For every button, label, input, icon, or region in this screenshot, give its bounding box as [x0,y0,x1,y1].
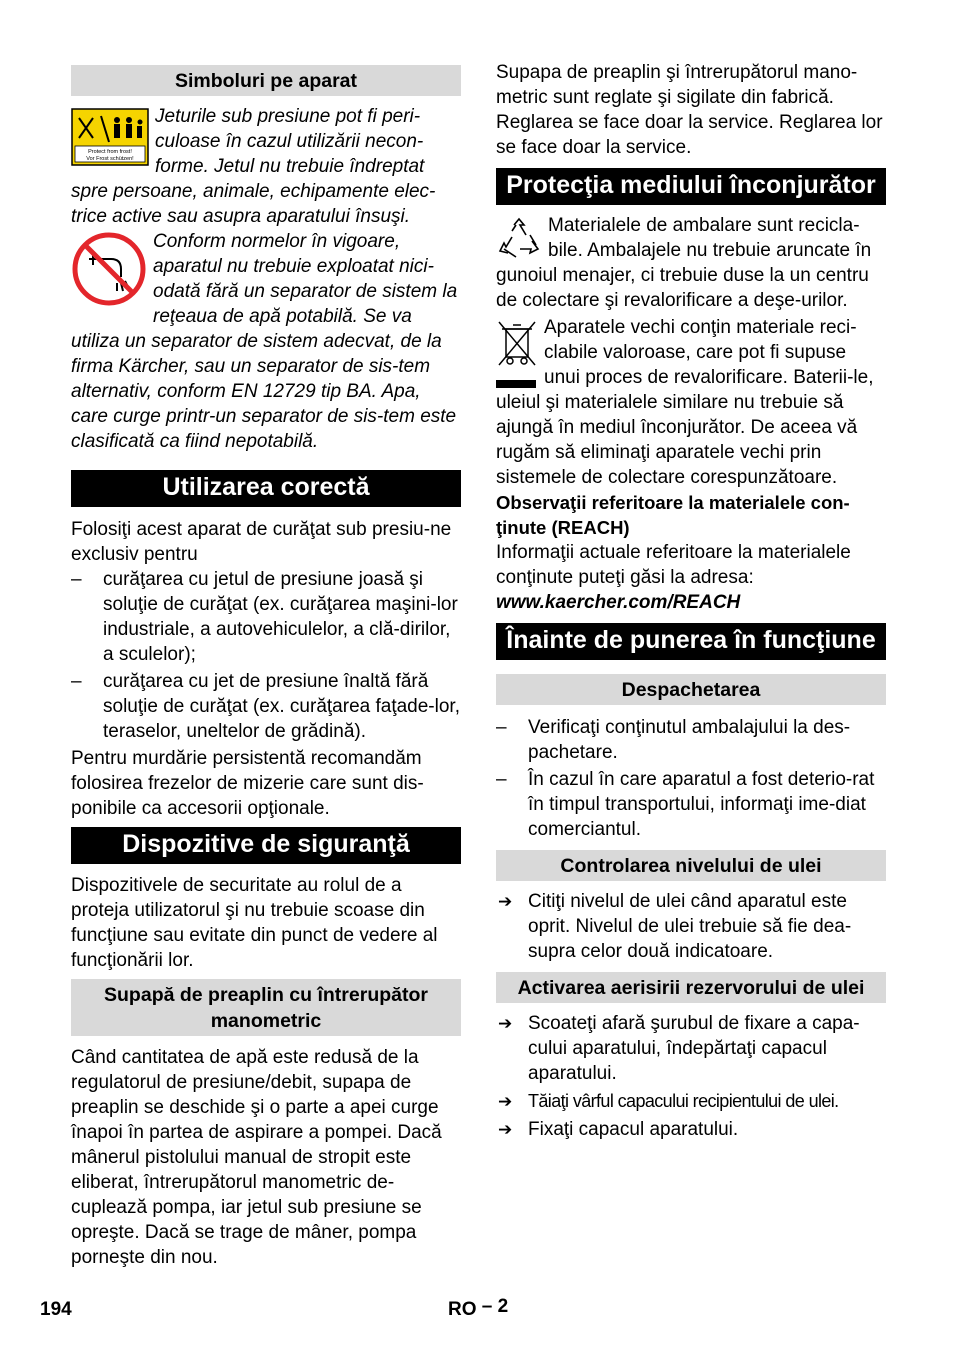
footer-lang: RO [448,1299,477,1320]
footer-label [448,1297,508,1322]
valve-continued-paragraph: Supapa de preaplin şi întrerupătorul mano-metric sunt reglate şi sigilate din fabrică. Reglarea se face doar la service. Reglarea lor se face doar la service. [496,62,883,158]
recycling-icon [496,217,542,263]
environment-section [496,213,886,490]
arrow-right-icon: ➔ [498,1092,513,1111]
vent-item-1: ➔ Scoateţi afară şurubul de fixare a capa-cului aparatului, îndepărtaţi capacul aparatului. [498,1013,860,1084]
arrow-right-icon: ➔ [498,892,513,911]
crossed-bin-icon [496,319,538,371]
right-column [496,60,886,1142]
usage-intro: Folosiţi acest aparat de curăţat sub presiu-ne exclusiv pentru [71,519,452,565]
environment-heading: Protecţia mediului înconjurător [496,168,886,205]
vent-heading: Activarea aerisirii rezervorului de ulei [496,972,886,1003]
usage-heading: Utilizarea corectă [71,470,461,507]
left-column [71,60,461,1270]
environment-paragraph-2: Aparatele vechi conţin materiale reci-clabile valoroase, care pot fi supuse unui proces de revalorificare. Baterii-le, uleiul şi materialele similare nu trebuie să ajungă în mediul înconjurător. De aceea vă rugăm să eliminaţi aparatele vechi prin sistemele de colectare corespunzătoare. [496,317,874,488]
no-drinking-water-connection-icon [71,231,147,307]
pressure-warning-icon [71,108,149,166]
symbols-section [71,104,461,454]
weee-symbol [496,319,538,388]
symbols-paragraph-2: Conform normelor în vigoare, aparatul nu trebuie exploatat nici-odată fără un separator de sistem la reţeaua de apă potabilă. Se va utiliza un separator de sistem adecvat, de la firma Kärcher, sau un separator de sis-tem alternativ, conform EN 12729 tip BA. Apa, care curge printr-un separator de sis-tem este clasificată ca fiind nepotabilă. [71,231,458,452]
frost-label-2: Vor Frost schützen! [86,156,134,162]
valve-paragraph: Când cantitatea de apă este redusă de la regulatorul de presiune/debit, supapa de preaplin se deschide şi o parte a apei curge înapoi în partea de aspirare a pompei. Dacă mânerul pistolului manual de stropit este eliberat, întrerupătorul manometric de-cuplează pompa, iar jetul sub presiune se opreşte. Dacă se trage de mâner, pompa porneşte din nou. [71,1047,442,1268]
safety-heading: Dispozitive de siguranţă [71,827,461,864]
page-number: 194 [40,1299,72,1320]
arrow-right-icon: ➔ [498,1120,513,1139]
vent-item-3: ➔ Fixaţi capacul aparatului. [498,1119,739,1140]
usage-item-2: – curăţarea cu jet de presiune înaltă fără soluţie de curăţat (ex. curăţarea faţade-lor, teraselor, uneltelor de grădină). [71,669,461,744]
unpack-item-2: – În cazul în care aparatul a fost deterio-rat în timpul transportului, informaţi ime-diat comerciantul. [496,767,886,842]
frost-label-1: Protect from frost! [88,149,132,155]
valve-heading: Supapă de preaplin cu întrerupător manometric [71,979,461,1036]
oil-heading: Controlarea nivelului de ulei [496,850,886,881]
oil-item-1: ➔ Citiţi nivelul de ulei când aparatul este oprit. Nivelul de ulei trebuie să fie dea-supra celor două indicatoare. [498,891,852,962]
vent-item-2: ➔ Tăiaţi vârful capacului recipientului de ulei. [496,1089,886,1114]
arrow-right-icon: ➔ [498,1014,513,1033]
reach-heading: Observaţii referitoare la materialele con-ţinute (REACH) [496,492,850,538]
unpack-item-1: – Verificaţi conţinutul ambalajului la des-pachetare. [496,715,886,765]
unpack-heading: Despachetarea [496,674,886,705]
symbols-heading: Simboluri pe aparat [71,65,461,96]
usage-item-1: – curăţarea cu jetul de presiune joasă şi soluţie de curăţat (ex. curăţarea maşini-lor industriale, a autovehiculelor, a clă-dirilor, a sculelor); [71,567,461,667]
safety-paragraph: Dispozitivele de securitate au rolul de a proteja utilizatorul şi nu trebuie scoase din funcţiune sau evitate din punct de vedere al funcţionării lor. [71,875,438,971]
weee-bar [496,380,536,388]
footer-section: – 2 [481,1296,509,1317]
usage-outro: Pentru murdărie persistentă recomandăm folosirea frezelor de mizerie care sunt dis-ponibile ca accesorii opţionale. [71,748,424,819]
startup-heading: Înainte de punerea în funcţiune [496,623,886,660]
reach-url[interactable]: www.kaercher.com/REACH [496,592,741,613]
environment-paragraph-1: Materialele de ambalare sunt recicla-bile. Ambalajele nu trebuie aruncate în gunoiul menajer, ci trebuie duse la un centru de colectare şi revalorificare a deşe-urilor. [496,215,872,311]
symbols-paragraph-1: Jeturile sub presiune pot fi peri-culoase în cazul utilizării necon-forme. Jetul nu trebuie îndreptat spre persoane, animale, echipamente elec-trice active sau asupra aparatului însuşi. [71,106,436,227]
reach-paragraph: Informaţii actuale referitoare la materialele conţinute puteţi găsi la adresa: [496,542,851,588]
